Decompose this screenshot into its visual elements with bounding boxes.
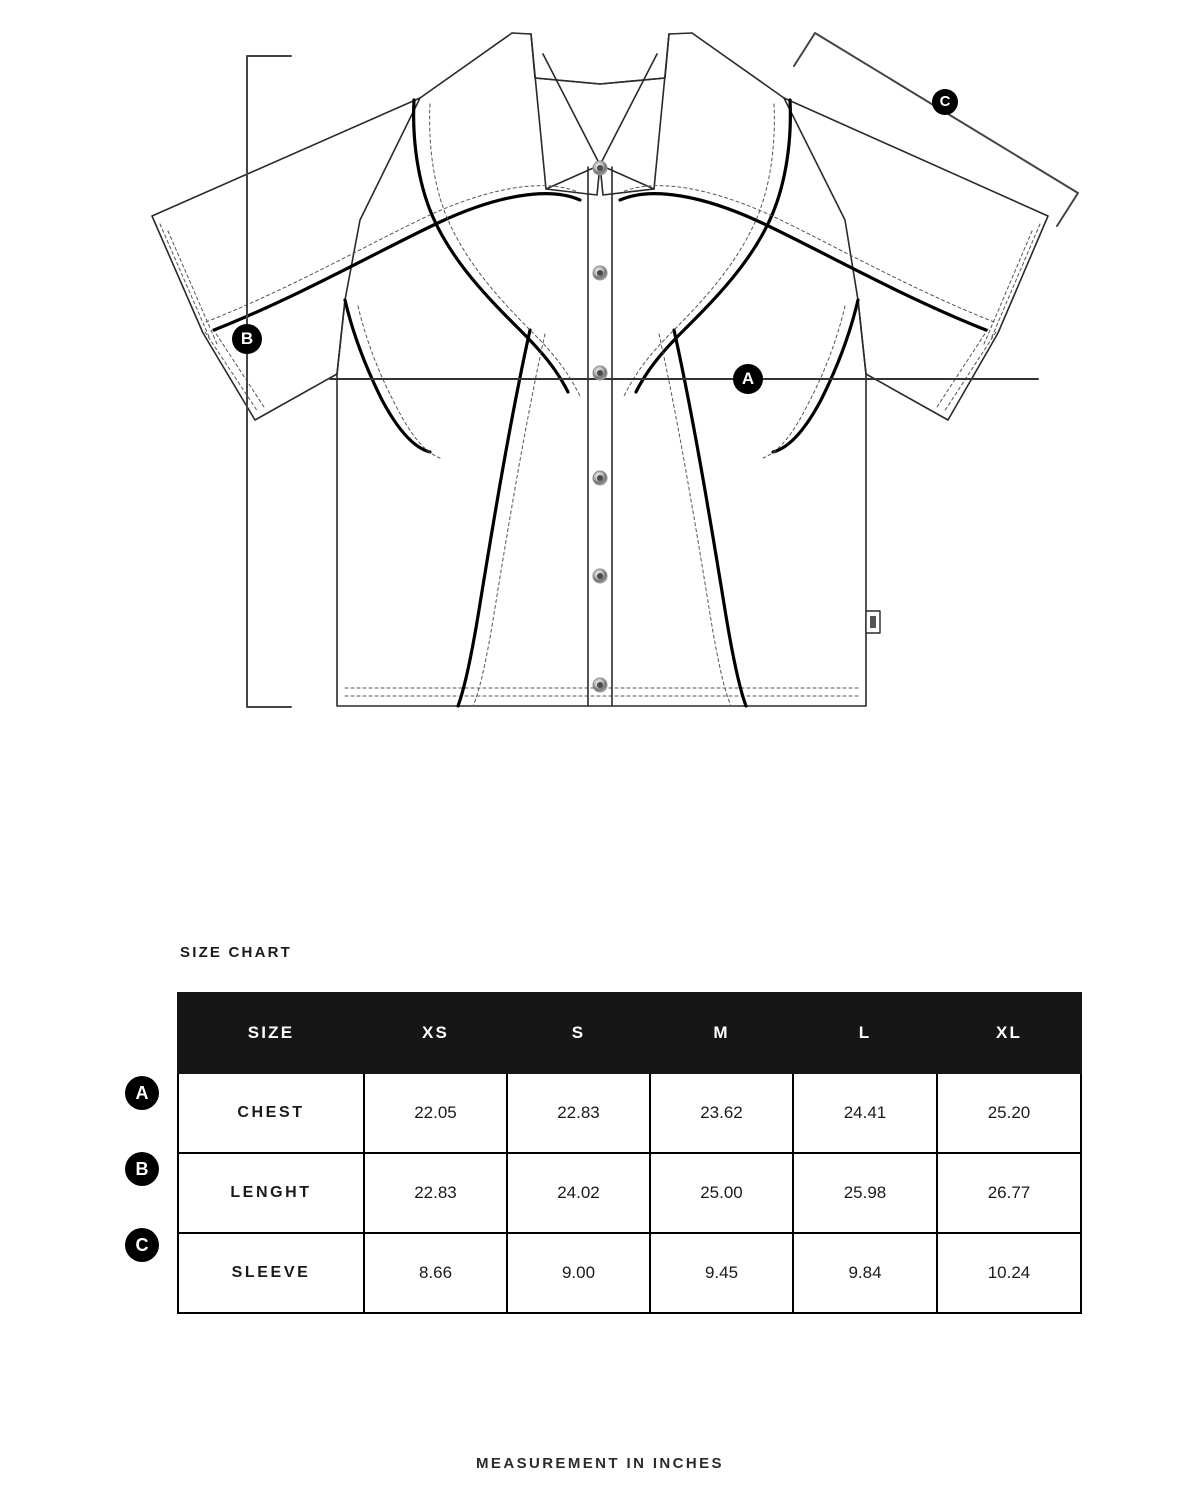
- cell-chest-m: 23.62: [650, 1073, 793, 1153]
- table-header-row: [178, 993, 1081, 1073]
- cell-sleeve-m: 9.45: [650, 1233, 793, 1313]
- front-placket: [588, 167, 612, 706]
- row-label-sleeve: SLEEVE: [178, 1233, 364, 1313]
- cell-chest-xs: 22.05: [364, 1073, 507, 1153]
- cell-chest-xl: 25.20: [937, 1073, 1081, 1153]
- cell-sleeve-s: 9.00: [507, 1233, 650, 1313]
- cell-sleeve-xl: 10.24: [937, 1233, 1081, 1313]
- cell-length-s: 24.02: [507, 1153, 650, 1233]
- cell-chest-s: 22.83: [507, 1073, 650, 1153]
- column-header-size: SIZE: [178, 993, 364, 1073]
- cell-chest-l: 24.41: [793, 1073, 937, 1153]
- column-header-l: L: [793, 993, 937, 1073]
- sleeve-measurement-line: [794, 33, 1078, 226]
- column-header-m: M: [650, 993, 793, 1073]
- row-label-chest: CHEST: [178, 1073, 364, 1153]
- size-chart-table: [177, 992, 1082, 1314]
- column-header-s: S: [507, 993, 650, 1073]
- row-marker-sleeve: C: [125, 1228, 159, 1262]
- diagram-marker-a: A: [733, 364, 763, 394]
- side-label-tag: [866, 611, 880, 633]
- row-marker-length: B: [125, 1152, 159, 1186]
- cell-length-xs: 22.83: [364, 1153, 507, 1233]
- table-row: [178, 1073, 1081, 1153]
- length-measurement-line: [247, 56, 291, 707]
- diagram-marker-b: B: [232, 324, 262, 354]
- table-row: [178, 1153, 1081, 1233]
- cell-length-xl: 26.77: [937, 1153, 1081, 1233]
- row-marker-chest: A: [125, 1076, 159, 1110]
- row-label-length: LENGHT: [178, 1153, 364, 1233]
- cell-length-l: 25.98: [793, 1153, 937, 1233]
- column-header-xs: XS: [364, 993, 507, 1073]
- column-header-xl: XL: [937, 993, 1081, 1073]
- placket-buttons: [593, 161, 607, 692]
- table-row: [178, 1233, 1081, 1313]
- measurement-unit-note: MEASUREMENT IN INCHES: [476, 1455, 724, 1472]
- diagram-marker-c: C: [932, 89, 958, 115]
- cell-sleeve-xs: 8.66: [364, 1233, 507, 1313]
- page-title: SIZE CHART: [180, 944, 292, 961]
- cell-length-m: 25.00: [650, 1153, 793, 1233]
- cell-sleeve-l: 9.84: [793, 1233, 937, 1313]
